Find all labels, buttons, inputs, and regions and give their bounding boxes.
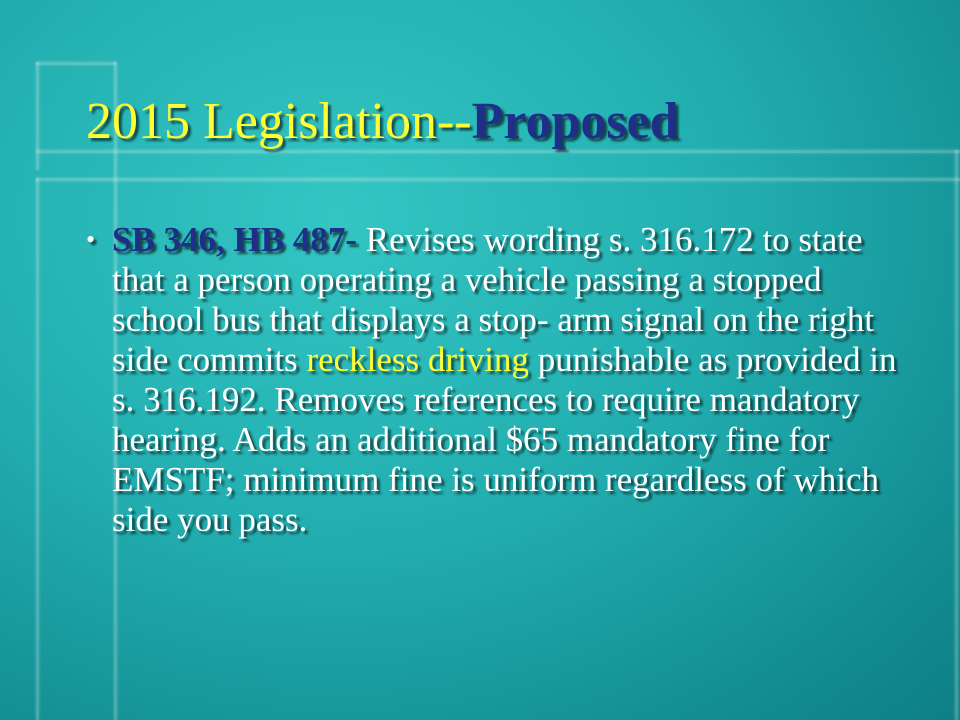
frame-line-right	[955, 150, 958, 720]
title-proposed-part: Proposed	[471, 93, 679, 150]
bullet-text-before: Revises wording s. 316.172 to state that a person operating a vehicle passing a stopped school bus that displays a stop- arm signal on the right side commits	[112, 220, 875, 379]
slide-title	[86, 93, 679, 150]
title-year-part: 2015 Legislation--	[86, 93, 472, 150]
frame-line-left-upper	[36, 62, 39, 170]
bullet-item	[86, 220, 902, 540]
frame-line-top	[36, 62, 116, 65]
frame-line-left-lower	[36, 178, 39, 720]
bullet-marker: •	[86, 225, 96, 254]
highlight-reckless-driving: reckless driving	[306, 340, 530, 379]
frame-line-mid	[36, 150, 960, 153]
bill-numbers: SB 346, HB 487-	[112, 220, 358, 259]
bullet-text-after: punishable as provided in s. 316.192. Removes references to require mandatory hearing. Adds an additional $65 mandatory fine for EMSTF; minimum fine is uniform regardless of which side you pass.	[112, 340, 897, 539]
frame-line-lower	[36, 178, 960, 181]
